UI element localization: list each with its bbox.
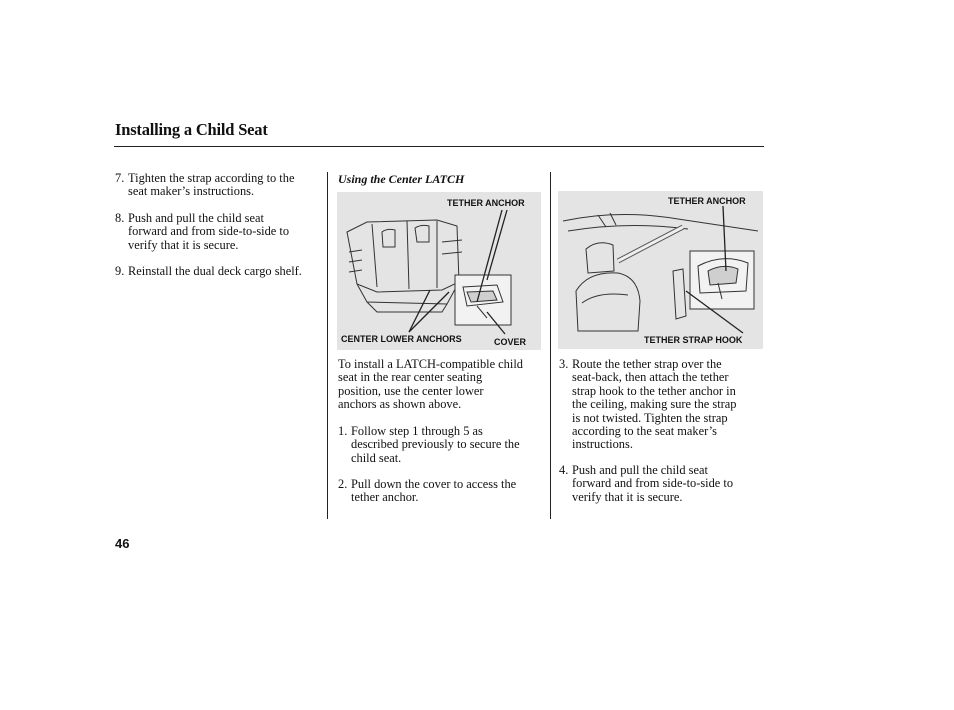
step-line: Pull down the cover to access the <box>351 477 517 491</box>
step-line: strap hook to the tether anchor in <box>572 383 736 398</box>
step-line: verify that it is secure. <box>128 237 239 252</box>
step-line: Push and pull the child seat <box>128 211 264 225</box>
step-number: 8. <box>115 211 125 225</box>
step-2 <box>338 478 548 508</box>
step-line: Reinstall the dual deck cargo shelf. <box>128 264 302 278</box>
step-line: tether anchor. <box>351 490 419 505</box>
step-1 <box>338 425 548 467</box>
label-cover: COVER <box>494 337 527 347</box>
latch-intro-paragraph <box>338 358 548 412</box>
step-line: is not twisted. Tighten the strap <box>572 410 728 425</box>
label-center-lower-anchors: CENTER LOWER ANCHORS <box>341 334 462 344</box>
page-number: 46 <box>115 536 130 551</box>
step-line: seat-back, then attach the tether <box>572 370 729 385</box>
step-line: Follow step 1 through 5 as <box>351 424 483 438</box>
step-line: according to the seat maker’s <box>572 424 717 439</box>
paragraph-line: anchors as shown above. <box>338 397 462 412</box>
step-line: seat maker’s instructions. <box>128 184 255 199</box>
step-number: 2. <box>338 477 348 491</box>
step-line: Tighten the strap according to the <box>128 171 295 185</box>
column-divider-left <box>327 172 328 519</box>
section-subheading: Using the Center LATCH <box>338 172 465 186</box>
step-number: 1. <box>338 424 348 438</box>
center-latch-illustration <box>337 192 541 350</box>
paragraph-line: position, use the center lower <box>338 383 484 398</box>
rear-seat-drawing <box>337 192 541 350</box>
step-7 <box>115 172 325 202</box>
ceiling-anchor-drawing <box>558 191 763 349</box>
step-8 <box>115 212 325 254</box>
step-line: the ceiling, making sure the strap <box>572 397 737 412</box>
step-line: instructions. <box>572 437 633 452</box>
step-line: Route the tether strap over the <box>572 357 722 371</box>
step-number: 7. <box>115 171 125 185</box>
step-4 <box>559 464 764 506</box>
step-number: 4. <box>559 463 569 477</box>
step-3 <box>559 358 764 454</box>
step-number: 3. <box>559 357 569 371</box>
step-line: verify that it is secure. <box>572 489 683 504</box>
step-line: child seat. <box>351 450 402 465</box>
step-line: forward and from side-to-side to <box>128 224 290 239</box>
label-tether-strap-hook: TETHER STRAP HOOK <box>644 335 743 345</box>
label-tether-anchor: TETHER ANCHOR <box>668 196 746 206</box>
step-line: forward and from side-to-side to <box>572 476 734 491</box>
paragraph-line: seat in the rear center seating <box>338 370 483 385</box>
tether-hook-illustration <box>558 191 763 349</box>
step-line: Push and pull the child seat <box>572 463 708 477</box>
title-divider <box>114 146 764 147</box>
paragraph-line: To install a LATCH-compatible child <box>338 357 523 371</box>
label-tether-anchor: TETHER ANCHOR <box>447 198 525 208</box>
page-title: Installing a Child Seat <box>115 120 268 139</box>
step-9 <box>115 265 325 281</box>
step-line: described previously to secure the <box>351 437 520 452</box>
column-divider-right <box>550 172 551 519</box>
step-number: 9. <box>115 264 125 278</box>
